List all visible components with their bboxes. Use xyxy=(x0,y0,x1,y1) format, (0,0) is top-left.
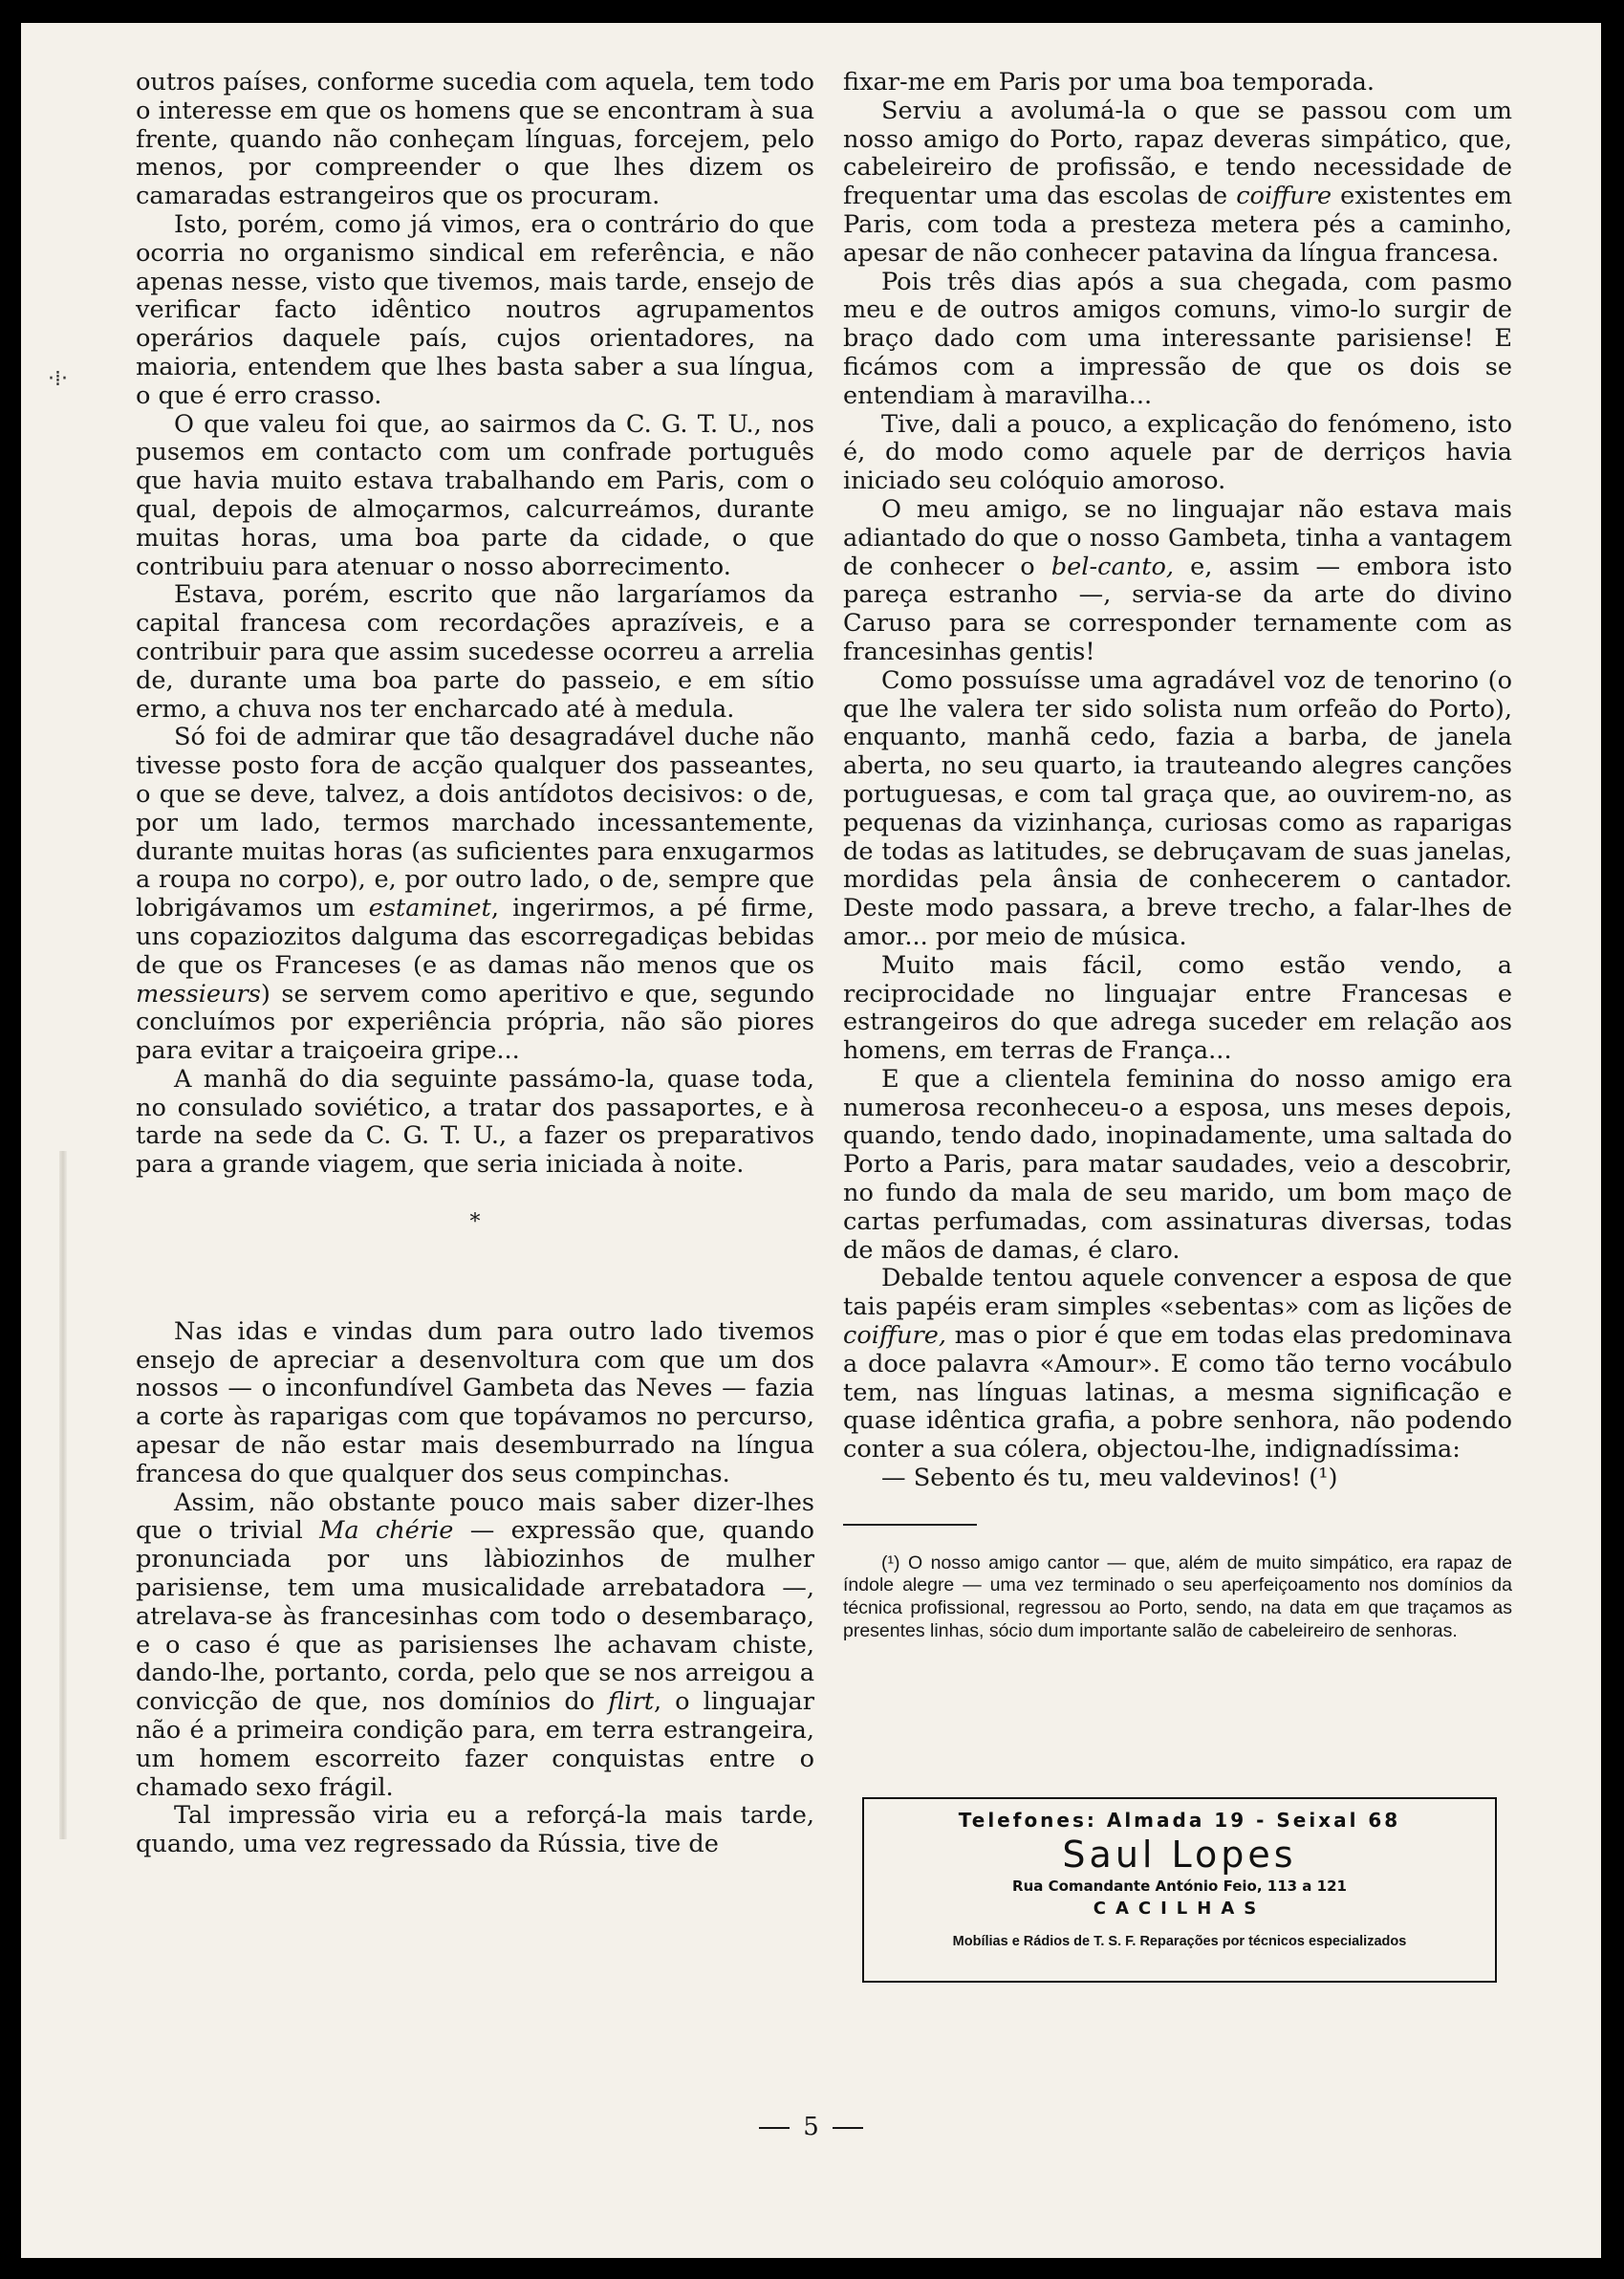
page-number xyxy=(21,2113,1601,2141)
text-run: mas o pior é que em todas elas predominava a doce palavra «Amour». E como tão terno vocábulo tem, nas línguas latinas, a mesma significação e quase idêntica grafia, a pobre senhora, não podendo conter a sua cólera, objectou-lhe, indignadíssima: xyxy=(843,1321,1512,1465)
text-run: Só foi de admirar que tão desagradável duche não tivesse posto fora de acção qualquer dos passeantes, o que se deve, talvez, a dois antídotos decisivos: o de, por um lado, termos marchado incessantemente, durante muitas horas (as suficientes para enxugarmos a roupa no corpo), e, por outro lado, o de, sempre que lobrigávamos um xyxy=(136,723,814,923)
paragraph: Estava, porém, escrito que não largaríamos da capital francesa com recordações aprazíveis, e a contribuir para que assim sucedesse ocorreu a arrelia de, durante uma boa parte do passeio, e em sítio ermo, a chuva nos ter encharcado até à medula. xyxy=(136,580,814,724)
italic-run: messieurs xyxy=(136,979,261,1009)
text-run: Assim, não obstante pouco mais saber dizer-lhes que o trivial xyxy=(136,1487,814,1546)
ink-mark: ·⁞· xyxy=(48,367,68,391)
footnote-rule xyxy=(843,1524,977,1526)
left-column xyxy=(136,69,814,1859)
page xyxy=(21,23,1601,2258)
paragraph xyxy=(843,98,1512,269)
ad-phones: Telefones: Almada 19 - Seixal 68 xyxy=(958,1809,1401,1832)
paragraph: Nas idas e vindas dum para outro lado tivemos ensejo de apreciar a desenvoltura com que um dos nossos — o inconfundível Gambeta das Neves — fazia a corte às raparigas com que topávamos no percurso, apesar de não estar mais desemburrado na língua francesa do que qualquer dos seus compinchas. xyxy=(136,1316,814,1488)
paper-fold xyxy=(59,1151,67,1839)
right-column xyxy=(843,69,1512,1642)
page-number-text: 5 xyxy=(803,2113,819,2141)
paragraph: Como possuísse uma agradável voz de tenorino (o que lhe valera ter sido solista num orfeão do Porto), enquanto, manhã cedo, fazia a barba, de janela aberta, no seu quarto, ia trauteando alegres canções portuguesas, e com tal graça que, ao ouvirem-no, as pequenas da vizinhança, curiosas como as raparigas de todas as latitudes, se debruçavam de suas janelas, mordidas pela ânsia de conhecerem o cantador. Deste modo passara, a breve trecho, a falar-lhes de amor... por meio de música. xyxy=(843,665,1512,951)
paragraph: fixar-me em Paris por uma boa temporada. xyxy=(843,68,1375,97)
dash-left xyxy=(759,2127,790,2129)
ad-city: CACILHAS xyxy=(1093,1899,1267,1919)
paragraph: outros países, conforme sucedia com aquela, tem todo o interesse em que os homens que se encontram à sua frente, quando não conheçam línguas, forcejem, pelo menos, por compreender o que lhes dizem os camaradas estrangeiros que os procuram. xyxy=(136,68,814,211)
paragraph: Tal impressão viria eu a reforçá-la mais tarde, quando, uma vez regressado da Rússia, tive de xyxy=(136,1801,814,1859)
paragraph: Tive, dali a pouco, a explicação do fenómeno, isto é, do modo como aquele par de derriços havia iniciado seu colóquio amoroso. xyxy=(843,409,1512,496)
text-run: , ingerirmos, a pé firme, uns copaziozitos dalguma das escorregadiças bebidas de que os Franceses (e as damas não menos que os xyxy=(136,894,815,980)
text-run: O meu amigo, se no linguajar não estava mais adiantado do que o nosso Gambeta, tinha a vantagem de conhecer o xyxy=(843,494,1512,581)
dash-right xyxy=(833,2127,863,2129)
text-run: ) se servem como aperitivo e que, segundo concluímos por experiência própria, não são piores para evitar a traiçoeira gripe... xyxy=(136,979,814,1066)
ad-name: Saul Lopes xyxy=(1062,1834,1297,1876)
paragraph xyxy=(843,496,1512,667)
text-run: , o linguajar não é a primeira condição para, em terra estrangeira, um homem escorreito fazer conquistas entre o chamado sexo frágil. xyxy=(136,1687,814,1802)
ad-address: Rua Comandante António Feio, 113 a 121 xyxy=(1012,1877,1347,1895)
section-separator: * xyxy=(469,1210,481,1235)
paragraph: Isto, porém, como já vimos, era o contrário do que ocorria no organismo sindical em referência, e não apenas nesse, visto que tivemos, mais tarde, ensejo de verificar facto idêntico noutros agrupamentos operários daquele país, cujos orientadores, na maioria, entendem que lhes basta saber a sua língua, o que é erro crasso. xyxy=(136,209,814,410)
paragraph: O que valeu foi que, ao sairmos da C. G. T. U., nos pusemos em contacto com um confrade português que havia muito estava trabalhando em Paris, com o qual, depois de almoçarmos, calcurreámos, durante muitas horas, uma boa parte da cidade, o que contribuiu para atenuar o nosso aborrecimento. xyxy=(136,409,814,581)
italic-run: coiffure xyxy=(1236,182,1332,211)
paragraph: A manhã do dia seguinte passámo-la, quase toda, no consulado soviético, a tratar dos passaportes, e à tarde na sede da C. G. T. U., a fazer os preparativos para a grande viagem, que seria iniciada à noite. xyxy=(136,1064,814,1180)
italic-run: estaminet xyxy=(368,894,491,923)
text-run: e, assim — embora isto pareça estranho —, servia-se da arte do divino Caruso para se corresponder ternamente com as francesinhas gentis! xyxy=(843,552,1512,666)
italic-run: flirt xyxy=(608,1687,655,1717)
paragraph: Pois três dias após a sua chegada, com pasmo meu e de outros amigos comuns, vimo-lo surgir de braço dado com uma interessante parisiense! E ficámos com a impressão de que os dois se entendiam à maravilha... xyxy=(843,267,1512,410)
text-run: existentes em Paris, com toda a presteza metera pés a caminho, apesar de não conhecer patavina da língua francesa. xyxy=(843,182,1512,268)
paragraph: Muito mais fácil, como estão vendo, a reciprocidade no linguajar entre Francesas e estrangeiros do que adrega suceder em relação aos homens, em terras de França... xyxy=(843,950,1512,1066)
paragraph: E que a clientela feminina do nosso amigo era numerosa reconheceu-o a esposa, uns meses depois, quando, tendo dado, inopinadamente, uma saltada do Porto a Paris, para matar saudades, veio a descobrir, no fundo da mala de seu marido, um bom maço de cartas perfumadas, com assinaturas diversas, todas de mãos de damas, é claro. xyxy=(843,1064,1512,1265)
italic-run: coiffure, xyxy=(843,1321,947,1351)
ad-services: Mobílias e Rádios de T. S. F. Reparações por técnicos especializados xyxy=(952,1934,1407,1949)
paragraph xyxy=(136,1489,814,1803)
italic-run: bel-canto, xyxy=(1050,552,1175,581)
paragraph xyxy=(843,1265,1512,1465)
text-run: — expressão que, quando pronunciada por uns làbiozinhos de mulher parisiense, tem uma musicalidade arrebatadora —, atrelava-se às francesinhas com todo o desembaraço, e o caso é que as parisienses lhe achavam chiste, dando-lhe, portanto, corda, pelo que se nos arreigou a convicção de que, nos domínios do xyxy=(136,1516,815,1717)
text-run: Serviu a avolumá-la o que se passou com um nosso amigo do Porto, rapaz deveras simpático, que, cabeleireiro de profissão, e tendo necessidade de frequentar uma das escolas de xyxy=(843,96,1512,211)
italic-run: Ma chérie xyxy=(319,1516,454,1546)
advertisement-box xyxy=(862,1797,1497,1983)
paragraph xyxy=(136,724,814,1066)
text-run: Debalde tentou aquele convencer a esposa de que tais papéis eram simples «sebentas» com as lições de xyxy=(843,1264,1512,1322)
footnote: (¹) O nosso amigo cantor — que, além de muito simpático, era rapaz de índole alegre — uma vez terminado o seu aperfeiçoamento nos domínios da técnica profissional, regressou ao Porto, sendo, na data em que traçamos as presentes linhas, sócio dum importante salão de cabeleireiro de senhoras. xyxy=(843,1552,1512,1641)
paragraph: — Sebento és tu, meu valdevinos! (¹) xyxy=(881,1464,1338,1493)
